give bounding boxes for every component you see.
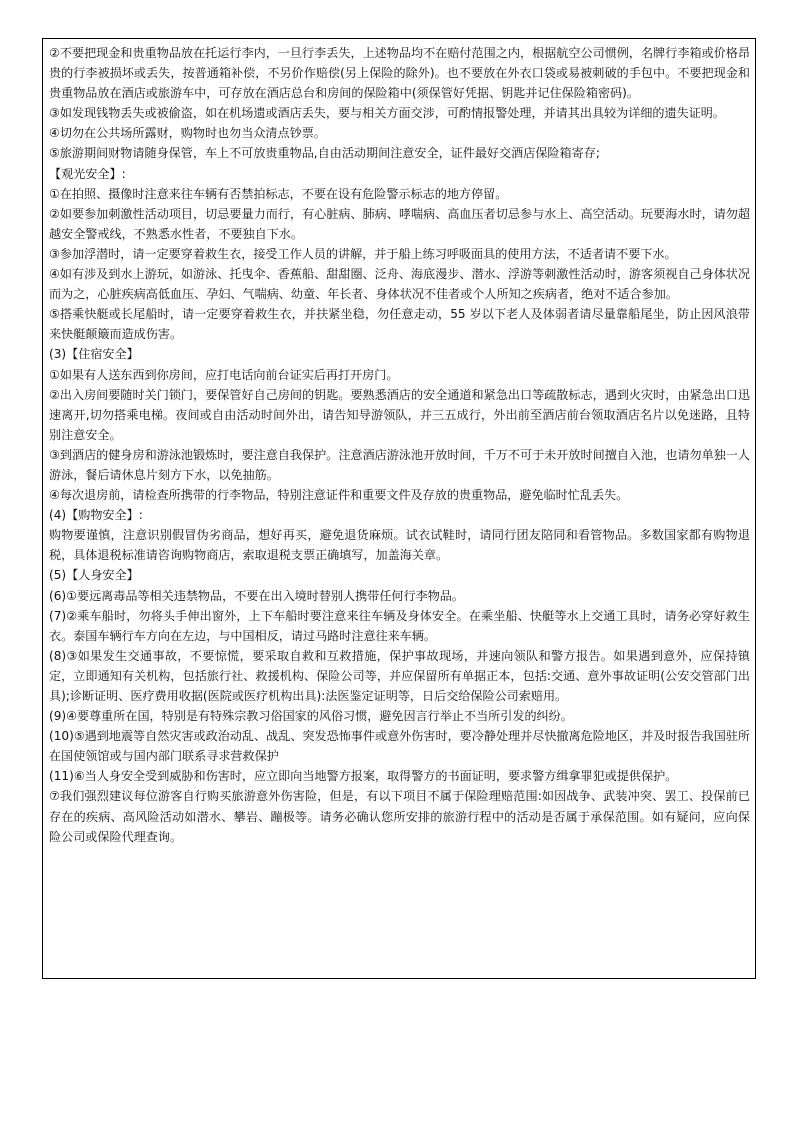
heading-accommodation-safety: (3)【住宿安全】 xyxy=(49,347,139,362)
paragraph-room-security: ②出入房间要随时关门锁门，要保管好自己房间的钥匙。要熟悉酒店的安全通道和紧急出口等疏散标志，遇到火灾时，由紧急出口迅速离开,切勿搭乘电梯。夜间或自由活动时间外出，请告知导游领队，并三五成行，外出前至酒店前台领取酒店名片以免迷路，且特别注意安全。 xyxy=(49,387,750,442)
heading-personal-safety: (5)【人身安全】 xyxy=(49,568,139,583)
paragraph-room-delivery: ①如果有人送东西到你房间，应打电话向前台证实后再打开房门。 xyxy=(49,367,399,382)
heading-sightseeing-safety: 【观光安全】: xyxy=(49,166,126,181)
paragraph-threats: (11)⑥当人身安全受到威胁和伤害时，应立即向当地警方报案，取得警方的书面证明，要求警方缉拿罪犯或提供保护。 xyxy=(49,769,678,784)
paragraph-public-money: ④切勿在公共场所露财，购物时也勿当众清点钞票。 xyxy=(49,126,326,141)
paragraph-traffic-accident: (8)③如果发生交通事故，不要惊慌，要采取自救和互救措施，保护事故现场，并速向领队和警方报告。如果遇到意外，应保持镇定，立即通知有关机构，包括旅行社、救援机构、保险公司等，并应保留所有单据正本，包括:交通、意外事故证明(公安交管部门出具);诊断证明、医疗费用收据(医院或医疗机构出具):法医鉴定证明等，日后交给保险公司索赔用。 xyxy=(49,648,750,703)
paragraph-shopping: 购物要谨慎，注意识别假冒伪劣商品，想好再买，避免退货麻烦。试衣试鞋时，请同行团友陪同和看管物品。多数国家都有购物退税，具体退税标准请咨询购物商店，索取退税支票正确填写，加盖海关章。 xyxy=(49,528,750,563)
paragraph-photo-safety: ①在拍照、摄像时注意来往车辆有否禁拍标志，不要在设有危险警示标志的地方停留。 xyxy=(49,186,508,201)
paragraph-water-activities: ④如有涉及到水上游玩，如游泳、托曳伞、香蕉船、甜甜圈、泛舟、海底漫步、潜水、浮游等刺激性活动时，游客须视自己身体状况而为之，心脏疾病高低血压、孕妇、气喘病、幼童、年长者、身体状况不佳者或个人所知之疾病者，绝对不适合参加。 xyxy=(49,267,750,302)
paragraph-drugs: (6)①要远离毒品等相关违禁物品，不要在出入境时替别人携带任何行李物品。 xyxy=(49,588,464,603)
heading-shopping-safety: (4)【购物安全】: xyxy=(49,508,143,523)
paragraph-local-customs: (9)④要尊重所在国，特别是有特殊宗教习俗国家的风俗习惯，避免因言行举止不当所引发的纠纷。 xyxy=(49,709,573,724)
paragraph-exciting-activities: ②如要参加刺激性活动项目，切忌要量力而行，有心脏病、肺病、哮喘病、高血压者切忌参与水上、高空活动。玩要海水时，请勿超越安全警戒线，不熟悉水性者，不要独自下水。 xyxy=(49,206,750,241)
notice-content-box xyxy=(42,38,756,979)
paragraph-vehicles-boats: (7)②乘车船时，勿将头手伸出窗外，上下车船时要注意来往车辆及身体安全。在乘坐船、快艇等水上交通工具时，请务必穿好救生衣。泰国车辆行车方向在左边，与中国相反，请过马路时注意往来车辆。 xyxy=(49,608,750,643)
paragraph-property-safekeeping: ⑤旅游期间财物请随身保管，车上不可放贵重物品,自由活动期间注意安全，证件最好交酒店保险箱寄存; xyxy=(49,146,600,161)
paragraph-gym-pool: ③到酒店的健身房和游泳池锻炼时，要注意自我保护。注意酒店游泳池开放时间，千万不可于未开放时间擅自入池，也请勿单独一人游泳，餐后请休息片刻方下水，以免抽筋。 xyxy=(49,447,750,482)
paragraph-snorkeling: ③参加浮潜时，请一定要穿着救生衣，接受工作人员的讲解，并于船上练习呼吸面具的使用方法，不适者请不要下水。 xyxy=(49,246,677,261)
paragraph-disasters: (10)⑤遇到地震等自然灾害或政治动乱、战乱、突发恐怖事件或意外伤害时，要冷静处理并尽快撤离危险地区，并及时报告我国驻所在国使领馆或与国内部门联系寻求营救保护 xyxy=(49,729,750,764)
paragraph-lost-items: ③如发现钱物丢失或被偷盗，如在机场遗或酒店丢失，要与相关方面交涉，可酌情报警处理，并请其出具较为详细的遗失证明。 xyxy=(49,106,725,121)
paragraph-insurance: ⑦我们强烈建议每位游客自行购买旅游意外伤害险，但是，有以下项目不属于保险理赔范围:如因战争、武装冲突、罢工、投保前已存在的疾病、高风险活动如潜水、攀岩、蹦极等。请务必确认您所安排的旅游行程中的活动是否属于承保范围。如有疑问，应向保险公司或保险代理查询。 xyxy=(49,789,750,844)
paragraph-checkout: ④每次退房前，请检查所携带的行李物品，特别注意证件和重要文件及存放的贵重物品，避免临时忙乱丢失。 xyxy=(49,488,629,503)
paragraph-speedboat: ⑤搭乘快艇或长尾船时，请一定要穿着救生衣，并扶紧坐稳，勿任意走动，55 岁以下老人及体弱者请尽量靠船尾坐，防止因风浪带来快艇颠簸而造成伤害。 xyxy=(49,307,750,342)
paragraph-luggage-valuables: ②不要把现金和贵重物品放在托运行李内，一旦行李丢失，上述物品均不在赔付范围之内，根据航空公司惯例，名牌行李箱或价格昂贵的行李被损坏或丢失，按普通箱补偿，不另价作赔偿(另上保险的除外)。也不要放在外衣口袋或易被刺破的手包中。不要把现金和贵重物品放在酒店或旅游车中，可存放在酒店总台和房间的保险箱中(须保管好凭据、钥匙并记住保险箱密码)。 xyxy=(49,46,750,101)
